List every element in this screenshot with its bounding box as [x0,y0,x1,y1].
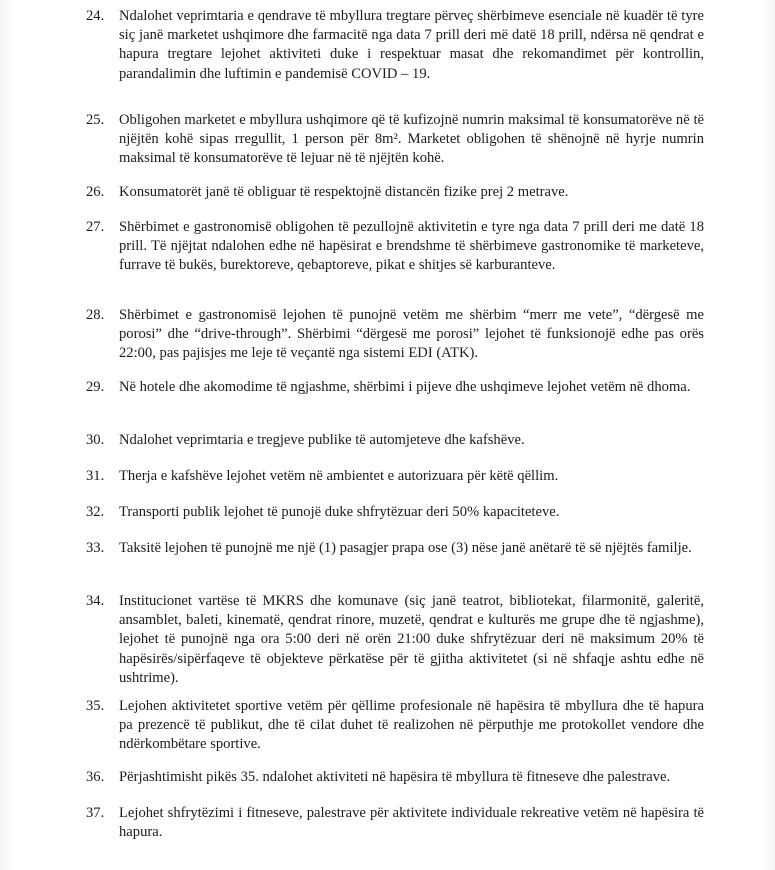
item-text: Përjashtimisht pikës 35. ndalohet aktiviteti në hapësira të mbyllura të fitneseve dhe palestrave. [119,769,671,785]
list-item-27 [86,218,704,276]
item-number: 29. [86,379,105,395]
item-number: 28. [86,307,105,323]
item-number: 32. [86,504,105,520]
item-number: 34. [86,593,105,609]
list-item-36 [86,768,704,787]
list-item-34 [86,592,704,688]
item-text: Në hotele dhe akomodime të ngjashme, shërbimi i pijeve dhe ushqimeve lejohet vetëm në dhoma. [119,379,691,395]
list-item-30 [86,431,704,450]
item-text: Konsumatorët janë të obliguar të respektojnë distancën fizike prej 2 metrave. [119,184,569,200]
list-item-35 [86,697,704,755]
list-item-26 [86,183,704,202]
item-number: 35. [86,698,105,714]
item-text: Shërbimet e gastronomisë obligohen të pezullojnë aktivitetin e tyre nga data 7 prill deri me datë 18 prill. Të njëjtat ndalohen edhe në hapësirat e brendshme të shërbimeve gastronomike të marketeve, furrave të bukës, burektoreve, qebaptoreve, pikat e shitjes së karburanteve. [119,219,704,274]
item-number: 31. [86,468,105,484]
item-text: Ndalohet veprimtaria e qendrave të mbyllura tregtare përveç shërbimeve esenciale në kuadër të tyre siç janë marketet ushqimore dhe farmacitë nga data 7 prill deri më datë 18 prill, ndërsa në qendrat e hapura tregtare lejohet aktiviteti duke i respektuar masat dhe rekomandimet për kontrollin, parandalimin dhe luftimin e pandemisë COVID – 19. [119,8,704,82]
list-item-29 [86,378,704,397]
item-number: 33. [86,540,105,556]
item-number: 37. [86,805,105,821]
item-text: Shërbimet e gastronomisë lejohen të punojnë vetëm me shërbim “merr me vete”, “dërgesë me porosi” dhe “drive-through”. Shërbimi “dërgesë me porosi” lejohet të funksionojë edhe pas orës 22:00, pas pajisjes me leje të veçantë nga sistemi EDI (ATK). [119,307,704,362]
item-text: Therja e kafshëve lejohet vetëm në ambientet e autorizuara për këtë qëllim. [119,468,559,484]
item-number: 26. [86,184,105,200]
list-item-31 [86,467,704,486]
item-text: Lejohen aktivitetet sportive vetëm për qëllime profesionale në hapësira të mbyllura dhe të hapura pa prezencë të publikut, dhe të cilat duhet të realizohen në përputhje me protokollet vendore dhe ndërkombëtare sportive. [119,698,704,753]
item-number: 25. [86,112,105,128]
item-text: Ndalohet veprimtaria e tregjeve publike të automjeteve dhe kafshëve. [119,432,525,448]
item-text: Institucionet vartëse të MKRS dhe komunave (siç janë teatrot, bibliotekat, filarmonitë, galeritë, ansamblet, baleti, kinematë, qendrat rinore, muzetë, qendrat e kulturës me grupe dhe të ngjashme), lejohet të punojnë nga ora 5:00 deri në orën 21:00 duke shfrytëzuar deri në maksimum 20% të hapësirës/sipërfaqeve të objekteve përkatëse për të gjitha aktivitetet (si në shfaqje ashtu edhe në ushtrime). [119,593,704,686]
item-text: Obligohen marketet e mbyllura ushqimore që të kufizojnë numrin maksimal të konsumatorëve në të njëjtën kohë sipas rregullit, 1 person për 8m². Marketet obligohen të shënojnë në hyrje numrin maksimal të konsumatorëve të lejuar në të njëjtën kohë. [119,112,704,167]
item-text: Transporti publik lejohet të punojë duke shfrytëzuar deri 50% kapaciteteve. [119,504,560,520]
item-number: 24. [86,8,105,24]
item-number: 36. [86,769,105,785]
item-text: Lejohet shfrytëzimi i fitneseve, palestrave për aktivitete individuale rekreative vetëm në hapësira të hapura. [119,805,704,841]
list-item-25 [86,111,704,169]
item-number: 30. [86,432,105,448]
list-item-37 [86,804,704,842]
list-item-33 [86,539,704,558]
list-item-32 [86,503,704,522]
item-text: Taksitë lejohen të punojnë me një (1) pasagjer prapa ose (3) nëse janë anëtarë të së njëjtës familje. [119,540,692,556]
list-item-28 [86,306,704,364]
item-number: 27. [86,219,105,235]
list-item-24 [86,7,704,84]
